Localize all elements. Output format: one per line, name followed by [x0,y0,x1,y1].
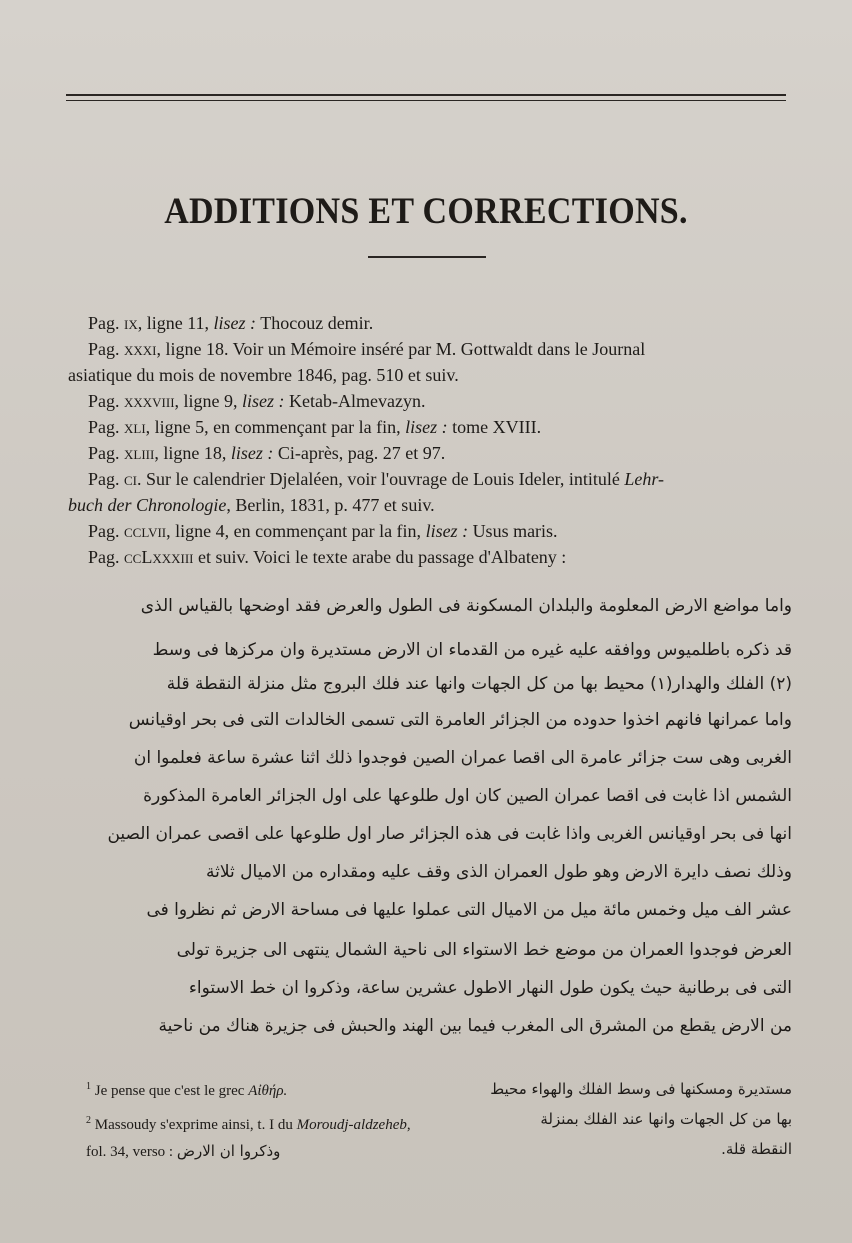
footnote-2: $^2$ Massoudy s'exprime ainsi, t. I du Moroudj-aldzeheb, fol. 34, verso : وذكروا ان الارض [86,1115,411,1160]
footnotes-left [86,1074,426,1165]
top-rule [66,94,786,96]
arabic-text-line: الشمس اذا غابت فى اقصا عمران الصين كان اول طلوعها على اول الجزائر العامرة المذكورة [143,786,792,806]
arabic-text-line: انها فى بحر اوقيانس الغربى واذا غابت فى هذه الجزائر صار اول طلوعها على اقصى عمران الصين [107,824,792,844]
footnote-arabic-continuation [440,1074,792,1164]
footnote-arabic-line: بها من كل الجهات وانها عند الفلك بمنزلة [540,1110,792,1128]
correction-line: Pag. xxxi, ligne 18. Voir un Mémoire inséré par M. Gottwaldt dans le Journal [88,339,646,359]
arabic-text-line: (٢) الفلك والهدار(١) محيط بها من كل الجهات وانها عند فلك البروج مثل منزلة النقطة قلة [166,674,792,694]
correction-line: Pag. ccLxxxiii et suiv. Voici le texte arabe du passage d'Albateny : [88,547,567,567]
footnote-1: $^1$ Je pense que c'est le grec Αἰθήρ. [86,1081,288,1099]
page-title: ADDITIONS ET CORRECTIONS. [164,191,688,232]
arabic-text-line: الغربى وهى ست جزائر عامرة الى اقصا عمران الصين فوجدوا ذلك اثنا عشرة ساعة فعلموا ان [133,748,792,768]
footnote-arabic-line: مستديرة ومسكنها فى وسط الفلك والهواء محيط [490,1080,792,1098]
arabic-text-line: واما مواضع الارض المعلومة والبلدان المسكونة فى الطول والعرض فقد اوضحها بالقياس الذى [140,596,792,616]
correction-line: asiatique du mois de novembre 1846, pag. 510 et suiv. [68,365,459,385]
correction-line: Pag. xxxviii, ligne 9, lisez : Ketab-Almevazyn. [88,391,426,411]
footnote-arabic-line: النقطة قلة. [721,1140,792,1158]
title-rule [368,256,486,258]
correction-line: buch der Chronologie, Berlin, 1831, p. 477 et suiv. [68,495,435,515]
arabic-text-line: قد ذكره باطلميوس ووافقه عليه غيره من القدماء ان الارض مستديرة وان مركزها فى وسط [152,640,792,660]
correction-line: Pag. cclvii, ligne 4, en commençant par la fin, lisez : Usus maris. [88,521,558,541]
top-rule-thin [66,100,786,101]
arabic-text-line: عشر الف ميل وخمس مائة ميل من الاميال التى عملوا عليها فى مساحة الارض ثم نظروا فى [146,900,792,920]
arabic-text-line: التى فى برطانية حيث يكون طول النهار الاطول عشرين ساعة، وذكروا ان خط الاستواء [188,978,792,998]
arabic-text-line: واما عمرانها فانهم اخذوا حدوده من الجزائر العامرة التى تسمى الخالدات التى فى بحر اوقيانس [128,710,792,730]
arabic-text-line: وذلك نصف دايرة الارض وهو طول العمران الذى وقف عليه ومقداره من الاميال ثلاثة [206,862,792,882]
correction-line: Pag. ix, ligne 11, lisez : Thocouz demir. [88,313,374,333]
correction-line: Pag. xliii, ligne 18, lisez : Ci-après, pag. 27 et 97. [88,443,446,463]
arabic-text-line: العرض فوجدوا العمران من موضع خط الاستواء الى ناحية الشمال ينتهى الى جزيرة تولى [176,940,792,960]
correction-line: Pag. xli, ligne 5, en commençant par la fin, lisez : tome XVIII. [88,417,542,437]
arabic-text-line: من الارض يقطع من المشرق الى المغرب فيما بين الهند والحبش فى جزيرة هناك من ناحية [158,1016,792,1036]
correction-line: Pag. ci. Sur le calendrier Djelaléen, voir l'ouvrage de Louis Ideler, intitulé Lehr- [88,469,664,489]
